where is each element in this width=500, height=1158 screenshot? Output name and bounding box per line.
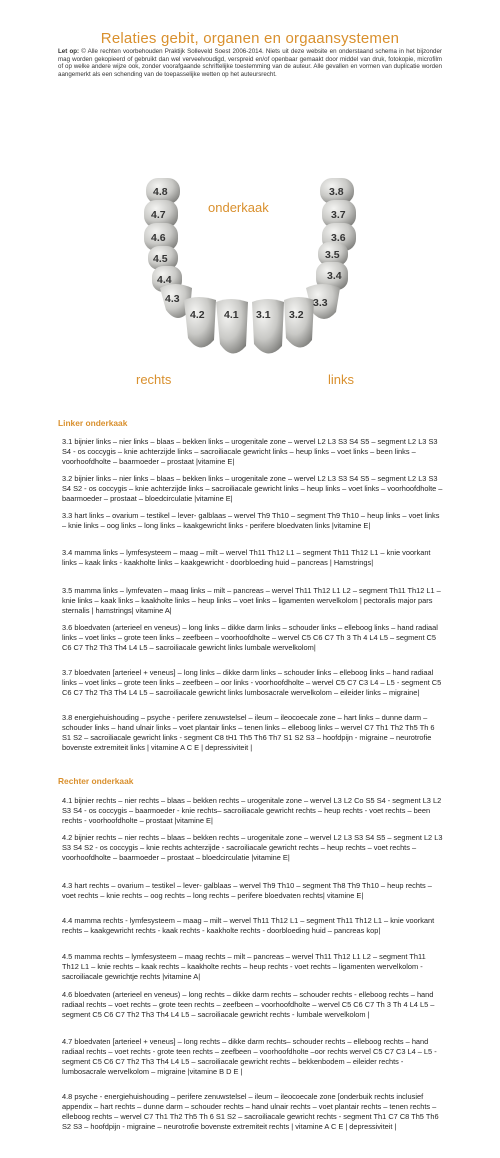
linker-item: 3.5 mamma links – lymfevaten – maag links – milt – pancreas – wervel Th11 Th12 L1 L2 – segment Th11 Th12 L1 – knie links – kaak links – kaakholte links – heup links – voet links – ligamenten wervelkolom | pectoralis major pars sternalis | hamstrings| vitamine A|: [62, 586, 441, 615]
tooth-label-3-7: 3.7: [331, 209, 346, 221]
tooth-label-3-6: 3.6: [331, 232, 346, 244]
side-label-rechts: rechts: [136, 372, 172, 387]
jaw-heading: onderkaak: [208, 200, 269, 215]
notice-label: Let op:: [58, 48, 80, 55]
rechter-item: 4.7 bloedvaten [arterieel + veneus] – long rechts – dikke darm rechts– schouder rechts – elleboog rechts – hand radiaal rechts – voet rechts - grote teen rechts – zeefbeen – voorhoofdholte –oor rechts wervel C5 C7 C3 L4 – L5 - segment C5 C6 C7 Th2 Th3 Th4 L4 L5 – sacroiliacale gewricht rechts – bekkenbodem – eileider rechts - lumbosacrale wervelkolom – migraine |vitamine B D E |: [62, 1037, 437, 1076]
tooth-label-3-2: 3.2: [289, 309, 304, 321]
tooth-label-3-5: 3.5: [325, 249, 340, 261]
linker-heading: Linker onderkaak: [58, 418, 128, 428]
tooth-label-3-3: 3.3: [313, 297, 328, 309]
tooth-label-4-5: 4.5: [153, 253, 168, 265]
tooth-label-3-8: 3.8: [329, 186, 344, 198]
linker-item: 3.4 mamma links – lymfesysteem – maag – milt – wervel Th11 Th12 L1 – segment Th11 Th12 L1 – knie voorkant links – kaak links - kaakholte links – kaakgewricht - doorbloeding huid – pancreas | Hamstrings|: [62, 548, 431, 567]
rechter-item: 4.3 hart rechts – ovarium – testikel – lever- galblaas – wervel Th9 Th10 – segment Th8 Th9 Th10 – heup rechts – voet rechts – knie rechts – oog rechts – long rechts – perifere bloedvaten rechts| vitamine E|: [62, 881, 432, 900]
rechter-item: 4.2 bijnier rechts – nier rechts – blaas – bekken rechts – urogenitale zone – wervel L2 L3 S3 S4 S5 – segment L2 L3 S3 S4 S2 - os coccygis – knie rechts achterzijde - sacroiliacale gewricht rechts – heup rechts – voet rechts – voorhoofdholte – baarmoeder – prostaat – bloedcirculatie |vitamine E|: [62, 833, 443, 862]
tooth-label-4-6: 4.6: [151, 232, 166, 244]
linker-item: 3.3 hart links – ovarium – testikel – lever- galblaas – wervel Th9 Th10 – segment Th9 Th10 – heup links – voet links – knie links – oog links – long links – kaakgewricht links - perifere bloedvaten links |vitamine E|: [62, 511, 440, 530]
rechter-item: 4.6 bloedvaten (arterieel en veneus) – long rechts – dikke darm rechts – schouder rechts - elleboog rechts – hand radiaal rechts – voet rechts – grote teen rechts – zeefbeen – voorhoofdholte – wervel C5 C6 C7 Th 3 Th 4 L4 L5 – segment C5 C6 C7 Th2 Th3 Th4 L4 L5 – sacroiliacale gewricht rechts - lumbale wervelkolom |: [62, 990, 435, 1019]
linker-item: 3.7 bloedvaten [arterieel + veneus] – long links – dikke darm links – schouder links – elleboog links – hand radiaal links – voet links – grote teen links – zeefbeen – oor links - voorhoofdholte – wervel C5 C7 C3 L4 – L5 - segment C5 C6 C7 Th2 Th3 Th4 L4 L5 – sacroiliacale gewricht links lumbosacrale wervelkolom – eileider links – migraine|: [62, 668, 442, 697]
tooth-label-4-4: 4.4: [157, 274, 172, 286]
tooth-label-4-3: 4.3: [165, 293, 180, 305]
tooth-4-2: [184, 297, 216, 348]
linker-item: 3.1 bijnier links – nier links – blaas – bekken links – urogenitale zone – wervel L2 L3 S3 S4 S5 – segment L2 L3 S3 S4 - os coccygis – knie achterzijde links – sacroiliacale gewricht links – heup links – voet links – been links –voorhoofdholte – baarmoeder – prostaat |vitamine E|: [62, 437, 438, 466]
page-title: Relaties gebit, organen en orgaansystemen: [100, 30, 400, 47]
linker-item: 3.2 bijnier links – nier links – blaas – bekken links – urogenitale zone – wervel L2 L3 S3 S4 S5 – segment L2 L3 S3 S4 S2 - os coccygis – knie achterzijde links – sacroiliacale gewricht links – heup links – voet links – voorhoofdholte – baarmoeder – prostaat – bloedcirculatie |vitamine E|: [62, 474, 443, 503]
tooth-4-1: [216, 299, 248, 354]
rechter-item: 4.4 mamma rechts - lymfesysteem – maag – milt – wervel Th11 Th12 L1 – segment Th11 Th12 L1 – knie voorkant rechts – kaakgewricht rechts - kaak rechts - kaakholte rechts - doorbloeding huid – pancreas kop|: [62, 916, 435, 935]
tooth-label-3-1: 3.1: [256, 309, 271, 321]
tooth-label-4-2: 4.2: [190, 309, 205, 321]
tooth-label-3-4: 3.4: [327, 270, 342, 282]
tooth-3-2: [284, 297, 314, 348]
tooth-label-4-8: 4.8: [153, 186, 168, 198]
tooth-label-4-1: 4.1: [224, 309, 239, 321]
lower-jaw-diagram: [100, 160, 400, 410]
tooth-3-1: [252, 299, 284, 354]
tooth-label-4-7: 4.7: [151, 209, 166, 221]
copyright-notice: [58, 48, 442, 78]
linker-item: 3.6 bloedvaten (arterieel en veneus) – long links – dikke darm links – schouder links – elleboog links – hand radiaal links – voet links – grote teen links – zeefbeen – voorhoofdholte – wervel C5 C6 C7 Th 3 Th 4 L4 L5 – segment C5 C6 C7 Th2 Th3 Th4 L4 L5 – sacroiliacale gewricht links lumbale wervelkolom|: [62, 623, 438, 652]
rechter-item: 4.1 bijnier rechts – nier rechts – blaas – bekken rechts – urogenitale zone – wervel L3 L2 Co S5 S4 - segment L3 L2 S3 S4 - os coccygis – baarmoeder - knie rechts– sacroiliacale gewricht rechts – heup rechts - voet rechts – been rechts - voorhoofdholte – prostaat |vitamine E|: [62, 796, 442, 825]
rechter-item: 4.5 mamma rechts – lymfesysteem – maag rechts – milt – pancreas – wervel Th11 Th12 L1 L2 – segment Th11 Th12 L1 – knie rechts – kaak rechts – kaakholte rechts – heup rechts - voet rechts – ligamenten wervelkolom - sacroiliacale gewrichtje rechts |vitamine A|: [62, 952, 426, 981]
rechter-item: 4.8 psyche - energiehuishouding – perifere zenuwstelsel – ileum – ileocoecale zone [onderbuik rechts inclusief appendix – hart rechts – dunne darm – schouder rechts – hand ulnair rechts – voet plantair rechts – tenen rechts – elleboog rechts – wervel C7 Th1 Th2 Th5 Th 6 S1 S2 – sacroiliacale gewricht rechts - segment Th1 C7 C8 Th5 Th6 S2 S3 – hoofdpijn - migraine – neurotrofie bovenste extremiteit rechts | vitamine A C E | depressiviteit |: [62, 1092, 439, 1131]
linker-item: 3.8 energiehuishouding – psyche - perifere zenuwstelsel – ileum – ileocoecale zone – hart links – dunne darm – schouder links – hand ulnair links – voet plantair links – tenen links – elleboog links – wervel C7 Th1 Th2 Th5 Th 6 S1 S2 – sacroiliacale gewricht links - segment C8 tH1 Th5 Th6 Th7 S1 S2 S3 – hoofdpijn - migraine – neurotrofie bovenste extremiteit links | vitamine A C E | depressiviteit |: [62, 713, 435, 752]
side-label-links: links: [328, 372, 355, 387]
notice-text: © Alle rechten voorbehouden Praktijk Solleveld Soest 2006-2014. Niets uit deze website en onderstaand schema in het bijzonder mag worden gekopieerd of gebruikt dan wel verveelvoudigd, verspreid en/of openbaar gemaakt door middel van druk, fotokopie, microfilm of op welke andere wijze ook, zonder voorafgaande schriftelijke toestemming van de auteur. Alle gevallen en vormen van duplicatie worden aangemerkt als een schending van de toepasselijke wetten op het auteursrecht.: [58, 48, 442, 78]
rechter-heading: Rechter onderkaak: [58, 776, 134, 786]
